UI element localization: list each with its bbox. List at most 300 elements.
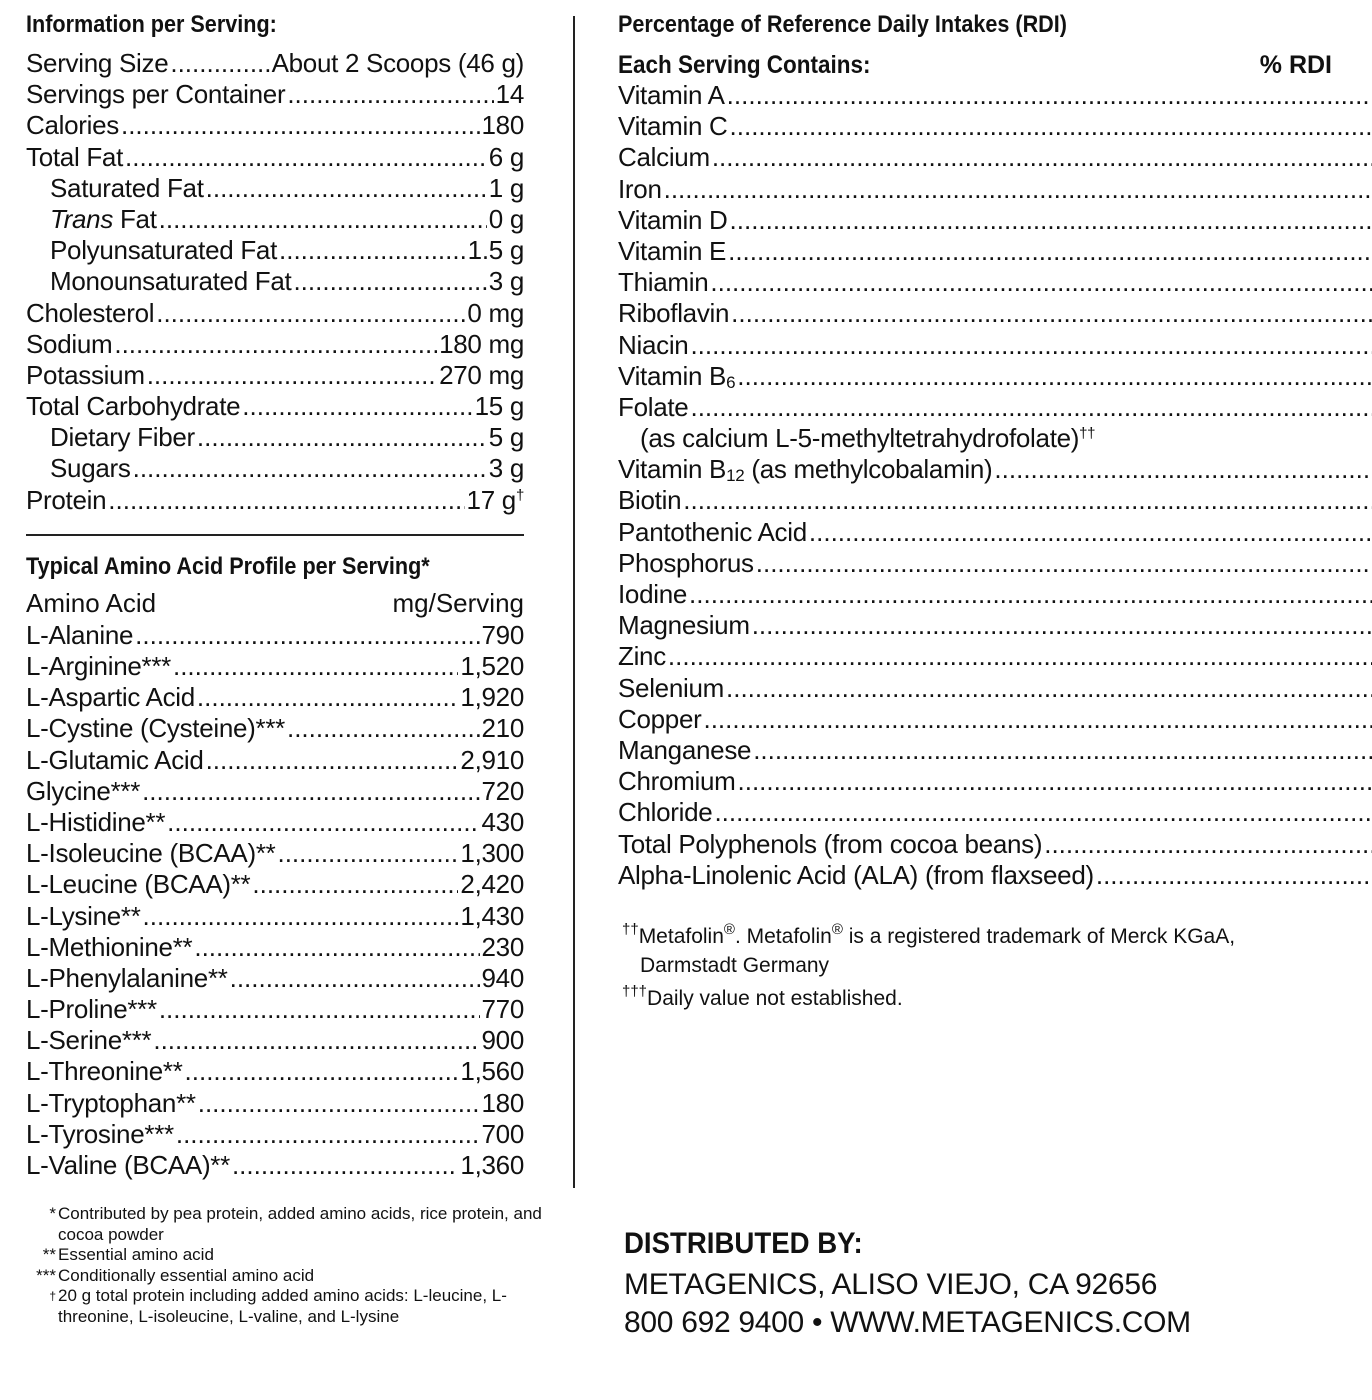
nutrition-row <box>26 142 524 173</box>
dot-leader <box>242 391 472 422</box>
dot-leader <box>206 173 487 204</box>
metafolin-note-line2: Darmstadt Germany <box>640 954 830 977</box>
nutrient-name <box>26 204 157 235</box>
nutrition-row <box>26 48 524 79</box>
amino-name: L-Glutamic Acid <box>26 744 204 775</box>
amino-name: L-Proline*** <box>26 994 157 1025</box>
amino-row <box>26 1088 524 1119</box>
amino-name: L-Threonine** <box>26 1056 183 1087</box>
dot-leader <box>690 330 1372 361</box>
nutrient-value <box>439 329 524 360</box>
amino-value: 1,360 <box>460 1150 524 1180</box>
dot-leader <box>703 704 1372 735</box>
amino-value: 180 <box>481 1087 524 1118</box>
amino-footnotes <box>26 1204 546 1328</box>
dot-leader <box>198 1088 480 1119</box>
rdi-left <box>618 673 1372 704</box>
nutrient-value <box>467 298 524 329</box>
note-text: . Metafolin <box>734 925 832 948</box>
rdi-left <box>618 80 1372 111</box>
rdi-row <box>618 330 1332 361</box>
nutrient-name: Sodium <box>26 328 113 359</box>
nutrient-value-text: 0 g <box>488 203 524 234</box>
dot-leader <box>194 932 479 963</box>
rdi-row <box>618 766 1332 797</box>
note-text: Metafolin <box>638 925 724 948</box>
rdi-left <box>618 735 1372 766</box>
footnote-mark: † <box>49 1289 56 1304</box>
amino-value: 2,420 <box>460 869 524 900</box>
rdi-row <box>618 517 1332 548</box>
rdi-left <box>618 330 1372 361</box>
amino-value: 720 <box>481 775 524 806</box>
dot-leader <box>159 994 480 1025</box>
rdi-nutrient-name <box>618 829 1042 860</box>
rdi-left <box>618 267 1372 298</box>
rdi-list <box>618 80 1332 891</box>
amino-name: L-Phenylalanine** <box>26 962 228 993</box>
rdi-sub-line <box>618 423 1332 454</box>
dot-leader <box>714 797 1372 828</box>
footnote <box>26 1286 546 1327</box>
rdi-name-text: Manganese <box>618 734 752 765</box>
dot-leader <box>683 485 1372 516</box>
rdi-name-text: Chloride <box>618 797 713 828</box>
amino-value: 230 <box>481 931 524 962</box>
amino-name: L-Histidine** <box>26 806 166 837</box>
distributor-block <box>624 1226 1324 1342</box>
note-mark: †† <box>622 921 639 938</box>
footnote-text: Conditionally essential amino acid <box>58 1265 315 1285</box>
rdi-name-text: Copper <box>618 703 702 734</box>
dot-leader <box>252 869 458 900</box>
column-divider <box>573 16 575 1188</box>
rdi-name-text: Vitamin B <box>618 360 727 391</box>
dot-leader <box>153 1025 479 1056</box>
amino-value: 900 <box>481 1025 524 1056</box>
dot-leader <box>690 392 1372 423</box>
rdi-name-text: Vitamin C <box>618 111 728 142</box>
nutrient-name: Dietary Fiber <box>50 422 195 453</box>
dot-leader <box>230 963 480 994</box>
rdi-name-text: Phosphorus <box>618 547 754 578</box>
dot-leader <box>142 776 479 807</box>
rdi-row <box>618 298 1332 329</box>
nutrient-value-text: 15 g <box>474 391 524 422</box>
rdi-left <box>618 797 1372 828</box>
amino-name: L-Lysine** <box>26 900 141 931</box>
footnote <box>26 1266 546 1287</box>
amino-value: 770 <box>481 994 524 1025</box>
dot-leader <box>232 1150 458 1181</box>
nutrition-row <box>26 360 524 391</box>
dot-leader <box>135 620 479 651</box>
dot-leader <box>689 579 1372 610</box>
rdi-footnotes <box>622 922 1322 1013</box>
footnote <box>26 1204 546 1245</box>
amino-value: 1,430 <box>460 900 524 931</box>
dot-leader <box>279 235 466 266</box>
nutrient-value-text: About 2 Scoops (46 g) <box>271 48 524 78</box>
rdi-nutrient-name <box>618 298 729 329</box>
rdi-name-text: Iron <box>618 173 662 204</box>
rdi-row <box>618 860 1332 891</box>
dot-leader <box>197 422 487 453</box>
rdi-row <box>618 111 1332 142</box>
nutrient-value <box>439 360 524 391</box>
nutrient-value-text: 5 g <box>488 422 524 453</box>
nutrient-name: Sugars <box>50 453 131 484</box>
left-column <box>26 8 524 1181</box>
rdi-nutrient-name <box>618 766 736 797</box>
dot-leader <box>197 682 459 713</box>
rdi-left <box>618 517 1372 548</box>
nutrient-value-text: 3 g <box>488 453 524 484</box>
nutrition-row <box>26 110 524 141</box>
rdi-name-text: Selenium <box>618 672 724 703</box>
daily-value-note <box>622 984 1322 1013</box>
rdi-row <box>618 610 1332 641</box>
amino-col-name: Amino Acid <box>26 587 157 618</box>
amino-row <box>26 869 524 900</box>
dot-leader <box>108 485 464 516</box>
nutrient-value-text: 14 <box>495 79 524 110</box>
rdi-name-text: Vitamin A <box>618 80 725 110</box>
nutrient-value-text: 0 mg <box>467 297 524 328</box>
distributor-address: METAGENICS, ALISO VIEJO, CA 92656 <box>624 1268 1158 1301</box>
rdi-left <box>618 610 1372 641</box>
rdi-name-text: Biotin <box>618 485 682 516</box>
dot-leader <box>752 610 1372 641</box>
note-text: Daily value not established. <box>647 987 903 1010</box>
rdi-row <box>618 236 1332 267</box>
rdi-row <box>618 485 1332 516</box>
amino-row <box>26 1056 524 1087</box>
rdi-row <box>618 548 1332 579</box>
nutrient-name: Polyunsaturated Fat <box>50 235 277 266</box>
amino-value: 210 <box>481 713 524 744</box>
amino-name: L-Leucine (BCAA)** <box>26 869 251 900</box>
dot-leader <box>726 673 1372 704</box>
nutrient-value <box>482 110 524 141</box>
nutrient-name: Cholesterol <box>26 297 155 328</box>
rdi-name-text: Zinc <box>618 641 666 672</box>
amino-row <box>26 994 524 1025</box>
rdi-name-text: Pantothenic Acid <box>618 516 807 547</box>
dagger-mark: †† <box>1079 425 1096 443</box>
rdi-left <box>618 298 1372 329</box>
rdi-name-text: Chromium <box>618 766 736 797</box>
dot-leader <box>731 298 1372 329</box>
nutrient-name: Total Fat <box>26 141 124 172</box>
amino-row <box>26 1025 524 1056</box>
amino-row <box>26 932 524 963</box>
amino-row <box>26 745 524 776</box>
nutrient-name: Saturated Fat <box>50 172 204 203</box>
nutrient-value-text: 270 mg <box>439 359 524 390</box>
nutrient-value-text: 1 g <box>488 172 524 203</box>
amino-value: 790 <box>481 619 524 650</box>
rdi-nutrient-name <box>618 517 807 548</box>
rdi-row <box>618 392 1332 423</box>
rdi-row <box>618 641 1332 672</box>
rdi-heading: Percentage of Reference Daily Intakes (RDI) <box>618 11 1067 38</box>
dot-leader <box>994 454 1372 485</box>
amino-name: Glycine*** <box>26 775 141 806</box>
dot-leader <box>176 1119 480 1150</box>
dot-leader <box>710 267 1372 298</box>
footnote-mark: *** <box>36 1265 56 1285</box>
footnote-mark: * <box>49 1204 56 1223</box>
nutrition-row <box>26 79 524 110</box>
amino-value: 1,300 <box>460 838 524 869</box>
metafolin-note <box>622 922 1322 951</box>
nutrition-row <box>26 235 524 266</box>
rdi-name-text: Riboflavin <box>618 298 730 329</box>
amino-value: 430 <box>481 806 524 837</box>
rdi-row <box>618 704 1332 735</box>
nutrient-name: Servings per Container <box>26 79 286 110</box>
rdi-left <box>618 205 1372 236</box>
dot-leader <box>727 80 1372 111</box>
dot-leader <box>167 807 479 838</box>
rdi-nutrient-name <box>618 174 662 205</box>
rdi-row <box>618 142 1332 173</box>
rdi-nutrient-name <box>618 548 754 579</box>
rdi-row <box>618 205 1332 236</box>
rdi-row <box>618 174 1332 205</box>
dot-leader <box>664 174 1372 205</box>
nutrient-value-text: 3 g <box>488 266 524 297</box>
nutrition-row <box>26 298 524 329</box>
nutrient-name: Serving Size <box>26 48 169 78</box>
rdi-nutrient-name <box>618 704 701 735</box>
footnote-text: Contributed by pea protein, added amino acids, rice protein, and cocoa powder <box>58 1204 542 1244</box>
dot-leader <box>143 901 459 932</box>
amino-col-value: mg/Serving <box>392 587 524 618</box>
nutrient-value <box>496 79 524 110</box>
rdi-left <box>618 392 1372 423</box>
dot-leader <box>287 713 480 744</box>
amino-value: 2,910 <box>460 744 524 775</box>
amino-row <box>26 963 524 994</box>
dot-leader <box>712 142 1372 173</box>
rdi-nutrient-name <box>618 392 688 423</box>
rdi-nutrient-name <box>618 454 992 485</box>
nutrition-list <box>26 48 524 516</box>
dot-leader <box>121 110 480 141</box>
rdi-left <box>618 548 1372 579</box>
dot-leader <box>730 205 1372 236</box>
rdi-name-after: (as methylcobalamin) <box>744 454 993 485</box>
dot-leader <box>206 745 459 776</box>
rdi-nutrient-name <box>618 142 710 173</box>
rdi-name-text: Vitamin D <box>618 204 728 235</box>
footnote-text: Essential amino acid <box>58 1245 214 1265</box>
nutrition-row <box>26 422 524 453</box>
footnote-mark: ** <box>42 1245 56 1265</box>
rdi-nutrient-name <box>618 111 728 142</box>
rdi-row <box>618 735 1332 766</box>
amino-row <box>26 713 524 744</box>
rdi-left <box>618 579 1372 610</box>
rdi-nutrient-name <box>618 361 735 392</box>
nutrient-name: Monounsaturated Fat <box>50 266 292 297</box>
dot-leader <box>293 266 486 297</box>
rdi-nutrient-name <box>618 80 725 111</box>
amino-row <box>26 682 524 713</box>
rdi-name-text: Calcium <box>618 142 710 173</box>
rdi-nutrient-name <box>618 860 1094 891</box>
amino-row <box>26 1119 524 1150</box>
dot-leader <box>668 641 1372 672</box>
nutrition-row <box>26 391 524 422</box>
amino-value: 1,520 <box>460 651 524 681</box>
rdi-name-text: Niacin <box>618 329 689 360</box>
nutrition-row <box>26 329 524 360</box>
dot-leader <box>173 651 458 682</box>
rdi-left <box>618 142 1372 173</box>
rdi-row <box>618 361 1332 392</box>
footnote <box>26 1245 546 1266</box>
rdi-nutrient-name <box>618 579 687 610</box>
rdi-name-text: Vitamin E <box>618 235 727 266</box>
nutrient-value <box>272 48 524 79</box>
nutrition-row <box>26 485 524 516</box>
nutrient-name-rest: Fat <box>113 203 157 234</box>
nutrient-value <box>489 422 524 453</box>
dagger-mark: † <box>515 486 524 504</box>
rdi-name-text: Magnesium <box>618 610 750 641</box>
dot-leader <box>756 548 1372 579</box>
dot-leader <box>114 329 437 360</box>
rdi-name-text: Folate <box>618 391 689 422</box>
amino-name: L-Methionine** <box>26 931 193 962</box>
distributor-title: DISTRIBUTED BY: <box>624 1227 863 1260</box>
rdi-name-text: Alpha-Linolenic Acid (ALA) (from flaxseed) <box>618 859 1094 890</box>
info-per-serving-heading: Information per Serving: <box>26 11 277 38</box>
rdi-nutrient-name <box>618 673 724 704</box>
rdi-nutrient-name <box>618 641 666 672</box>
rdi-col-contains: Each Serving Contains: <box>618 51 871 79</box>
rdi-left <box>618 454 1372 485</box>
nutrient-value-text: 6 g <box>488 141 524 172</box>
footnote-text: 20 g total protein including added amino acids: L-leucine, L-threonine, L-isoleucine, L-valine, and L-lysine <box>58 1286 507 1326</box>
nutrient-value <box>475 391 524 422</box>
dot-leader <box>737 361 1372 392</box>
distributor-contact: 800 692 9400 • WWW.METAGENICS.COM <box>624 1306 1191 1339</box>
dot-leader <box>730 111 1372 142</box>
amino-name: L-Tryptophan** <box>26 1087 196 1118</box>
rdi-name-text: Thiamin <box>618 267 709 298</box>
amino-row <box>26 651 524 682</box>
amino-value: 1,560 <box>460 1056 524 1087</box>
nutrient-value <box>489 204 524 235</box>
nutrient-value-text: 17 g <box>466 484 516 515</box>
nutrient-value-text: 180 mg <box>439 328 524 359</box>
dot-leader <box>170 48 269 79</box>
dot-leader <box>287 79 493 110</box>
nutrient-value <box>467 485 524 516</box>
rdi-name-subscript: 6 <box>726 372 736 392</box>
rdi-left <box>618 361 1372 392</box>
rdi-left <box>618 485 1372 516</box>
dot-leader <box>277 838 458 869</box>
rdi-row <box>618 454 1332 485</box>
amino-value: 940 <box>481 962 524 993</box>
amino-row <box>26 1150 524 1181</box>
rdi-sub-text: (as calcium L-5-methyltetrahydrofolate) <box>640 423 1080 454</box>
rdi-nutrient-name <box>618 735 751 766</box>
right-column <box>618 8 1332 891</box>
nutrition-row <box>26 173 524 204</box>
amino-name: L-Arginine*** <box>26 651 171 681</box>
dot-leader <box>147 360 437 391</box>
rdi-nutrient-name <box>618 236 726 267</box>
nutrition-row <box>26 453 524 484</box>
rdi-name-text: Vitamin B <box>618 454 727 485</box>
dot-leader <box>125 142 487 173</box>
dot-leader <box>753 735 1372 766</box>
nutrient-value <box>489 142 524 173</box>
registered-mark: ® <box>723 921 735 938</box>
dot-leader <box>728 236 1372 267</box>
rdi-left <box>618 766 1372 797</box>
nutrient-name: Calories <box>26 110 119 141</box>
rdi-col-percent: % RDI <box>1259 51 1332 79</box>
rdi-row <box>618 267 1332 298</box>
nutrient-value-text: 1.5 g <box>467 235 524 266</box>
rdi-name-subscript: 12 <box>726 466 745 486</box>
rdi-left <box>618 174 1372 205</box>
amino-row <box>26 807 524 838</box>
amino-name: L-Alanine <box>26 619 134 650</box>
amino-list <box>26 620 524 1181</box>
amino-name: L-Isoleucine (BCAA)** <box>26 838 276 869</box>
nutrient-name-italic: Trans <box>50 203 114 234</box>
registered-mark: ® <box>831 921 843 938</box>
rdi-row <box>618 673 1332 704</box>
nutrient-value <box>489 266 524 297</box>
rdi-row <box>618 80 1332 111</box>
nutrient-name: Protein <box>26 484 107 515</box>
rdi-left <box>618 860 1372 891</box>
rdi-nutrient-name <box>618 205 728 236</box>
amino-value: 1,920 <box>460 682 524 713</box>
amino-name: L-Serine*** <box>26 1025 152 1056</box>
rdi-left <box>618 829 1372 860</box>
dot-leader <box>1044 829 1372 860</box>
amino-row <box>26 901 524 932</box>
nutrition-row <box>26 266 524 297</box>
rdi-nutrient-name <box>618 797 712 828</box>
nutrient-name: Potassium <box>26 359 145 390</box>
rdi-left <box>618 704 1372 735</box>
amino-row <box>26 838 524 869</box>
nutrient-name: Total Carbohydrate <box>26 391 241 422</box>
dot-leader <box>738 766 1372 797</box>
rdi-column-header <box>618 48 1332 80</box>
rdi-nutrient-name <box>618 330 688 361</box>
amino-name: L-Valine (BCAA)** <box>26 1150 230 1180</box>
dot-leader <box>159 204 487 235</box>
nutrient-value <box>468 235 524 266</box>
amino-heading: Typical Amino Acid Profile per Serving* <box>26 552 430 580</box>
amino-value: 700 <box>481 1118 524 1149</box>
rdi-row <box>618 579 1332 610</box>
rdi-row <box>618 797 1332 828</box>
amino-name: L-Tyrosine*** <box>26 1118 174 1149</box>
